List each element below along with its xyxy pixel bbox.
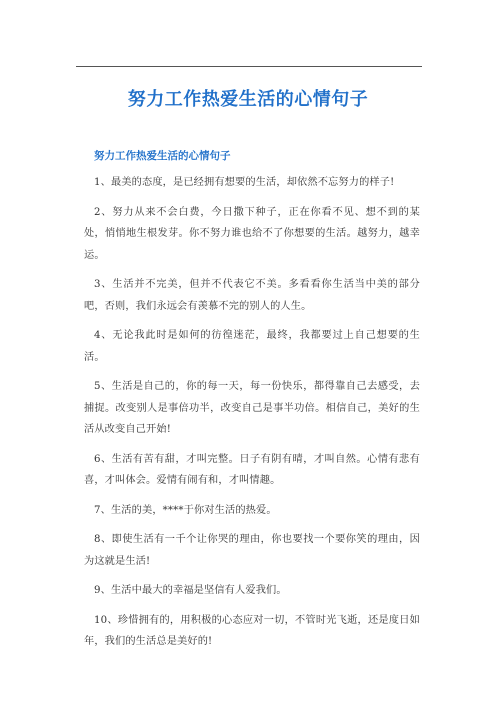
paragraph-5: 5、生活是自己的，你的每一天，每一份快乐，都得靠自己去感受，去捕捉。改变别人是事倍功半，改变自己是事半功倍。相信自己，美好的生活从改变自己开始! — [84, 381, 420, 435]
paragraph-3: 3、生活并不完美，但并不代表它不美。多看看你生活当中美的部分吧，否则，我们永远会有羡慕不完的别人的人生。 — [84, 279, 420, 312]
section-subtitle: 努力工作热爱生活的心情句子 — [94, 150, 231, 162]
paragraph-9: 9、生活中最大的幸福是坚信有人爱我们。 — [94, 585, 287, 596]
paragraph-8: 8、即使生活有一千个让你哭的理由，你也要找一个要你笑的理由，因为这就是生活! — [84, 534, 420, 567]
paragraph-2: 2、努力从来不会白费，今日撒下种子，正在你看不见、想不到的某处，悄悄地生根发芽。你不努力谁也给不了你想要的生活。越努力，越幸运。 — [84, 206, 420, 261]
paragraph-6: 6、生活有苦有甜，才叫完整。日子有阴有晴，才叫自然。心情有悲有喜，才叫体会。爱情有闹有和，才叫情趣。 — [84, 453, 420, 486]
paragraph-7: 7、生活的美，****于你对生活的热爱。 — [94, 504, 277, 516]
paragraph-1: 1、最美的态度，是已经拥有想要的生活，却依然不忘努力的样子! — [94, 177, 395, 188]
document-body — [84, 146, 420, 661]
paragraph-10: 10、珍惜拥有的，用积极的心态应对一切，不管时光飞逝，还是度日如年，我们的生活总是美好的! — [84, 614, 420, 647]
paragraph-4: 4、无论我此时是如何的彷徨迷茫，最终，我都要过上自己想要的生活。 — [84, 330, 420, 363]
document-title: 努力工作热爱生活的心情句子 — [127, 89, 369, 110]
header-rule — [76, 66, 422, 67]
